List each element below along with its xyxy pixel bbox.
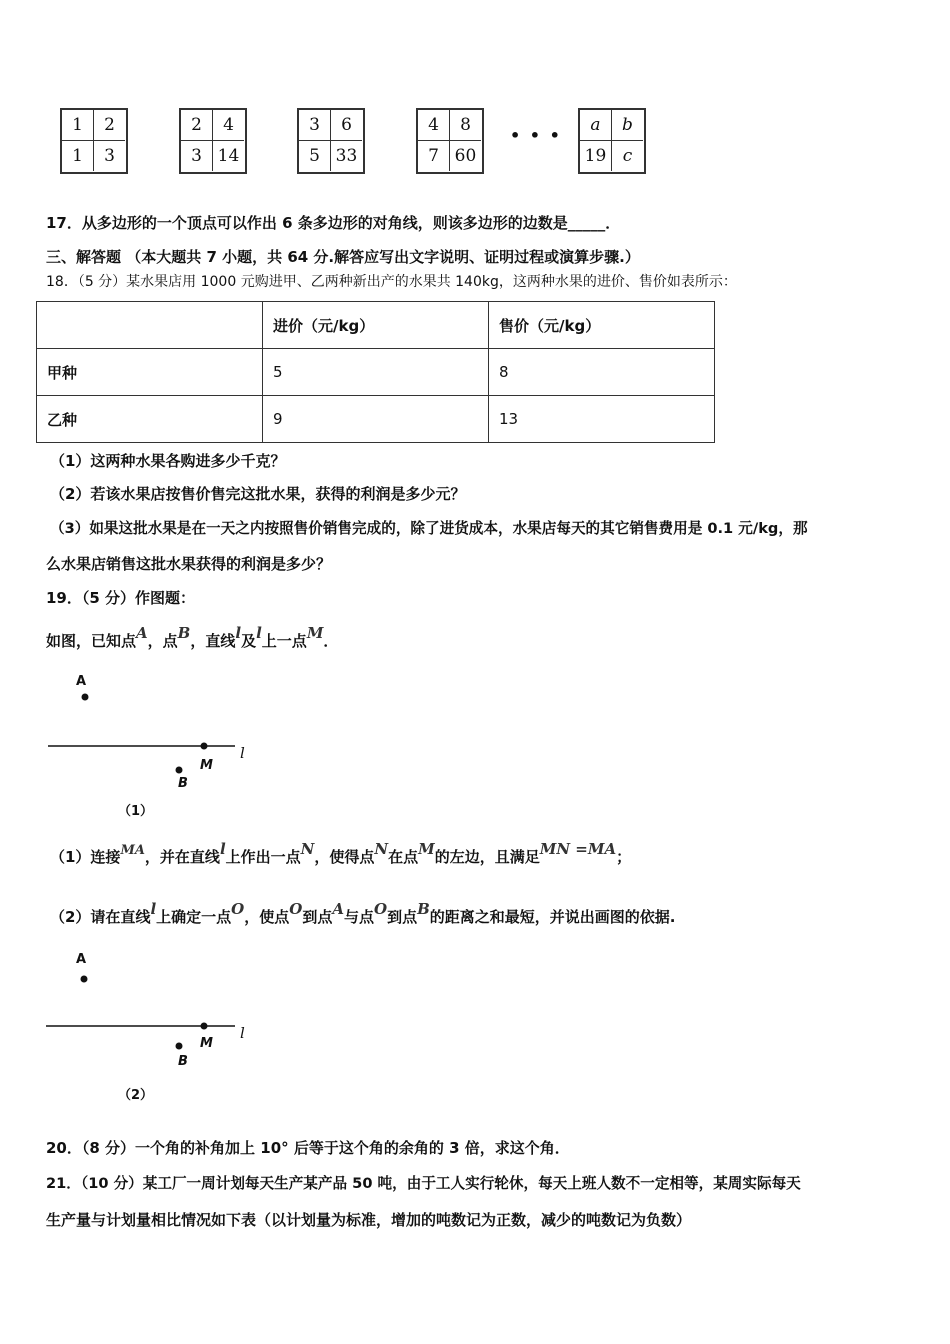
table-cell: 8 bbox=[489, 349, 715, 396]
number-grid-2 bbox=[179, 108, 247, 174]
text: 到点 bbox=[302, 908, 333, 926]
figure-caption: （2） bbox=[118, 1088, 154, 1103]
question-21-cont: 生产量与计划量相比情况如下表（以计划量为标准，增加的吨数记为正数，减少的吨数记为负数） bbox=[46, 1211, 692, 1229]
text: ； bbox=[616, 848, 632, 866]
figure-1-drawing bbox=[40, 670, 300, 830]
table-cell: 甲种 bbox=[37, 349, 263, 396]
label-l: l bbox=[240, 1024, 245, 1042]
table-cell: 9 bbox=[263, 396, 489, 443]
figure-2 bbox=[40, 950, 300, 1110]
point-b bbox=[176, 1043, 183, 1050]
point-n-label: N bbox=[300, 840, 315, 858]
figure-caption: （1） bbox=[118, 804, 154, 819]
grid-cell: 3 bbox=[104, 146, 115, 166]
grid-cell: 2 bbox=[181, 110, 213, 141]
point-a bbox=[81, 976, 88, 983]
grid-cell: 4 bbox=[213, 110, 244, 141]
question-19-part-2 bbox=[50, 900, 676, 927]
question-19-description bbox=[46, 624, 339, 651]
text: 到点 bbox=[387, 908, 418, 926]
point-b-label: B bbox=[177, 624, 191, 642]
question-18: 18．（5 分）某水果店用 1000 元购进甲、乙两种新出产的水果共 140kg，这两种水果的进价、售价如表所示： bbox=[46, 274, 737, 290]
point-a-label: A bbox=[332, 900, 344, 918]
text: ，点 bbox=[147, 632, 178, 650]
question-18-part-2: （2）若该水果店按售价售完这批水果，获得的利润是多少元？ bbox=[50, 485, 466, 503]
text: 如图，已知点 bbox=[46, 632, 137, 650]
text: 在点 bbox=[388, 848, 419, 866]
grid-cell: 19 bbox=[580, 141, 612, 171]
question-18-part-3-cont: 么水果店销售这批水果获得的利润是多少？ bbox=[46, 555, 332, 573]
table-row bbox=[37, 302, 715, 349]
line-l-label: l bbox=[219, 840, 226, 858]
grid-cell: 3 bbox=[299, 110, 331, 141]
grid-cell: 7 bbox=[418, 141, 450, 171]
table-header-cell: 售价（元/kg） bbox=[489, 302, 715, 349]
grid-cell: 5 bbox=[299, 141, 331, 171]
text: 的左边，且满足 bbox=[434, 848, 540, 866]
text: 上确定一点 bbox=[156, 908, 232, 926]
table-header-cell: 进价（元/kg） bbox=[263, 302, 489, 349]
segment-ma-label: MA bbox=[120, 843, 145, 858]
grid-cell: 3 bbox=[181, 141, 213, 171]
question-19: 19．（5 分）作图题： bbox=[46, 589, 196, 607]
grid-cell: 8 bbox=[450, 110, 481, 141]
table-cell: 5 bbox=[263, 349, 489, 396]
grid-cell: 33 bbox=[335, 146, 358, 166]
number-grid-5 bbox=[578, 108, 646, 174]
label-a: A bbox=[76, 952, 87, 967]
text: 上一点 bbox=[261, 632, 307, 650]
grid-cell: 14 bbox=[217, 146, 240, 166]
point-b bbox=[176, 767, 183, 774]
point-n-label: N bbox=[374, 840, 389, 858]
text: 及 bbox=[241, 632, 257, 650]
grid-cell: 60 bbox=[454, 146, 477, 166]
equation-label: MN =MA bbox=[539, 840, 617, 858]
text: （2）请在直线 bbox=[50, 908, 151, 926]
table-cell: 13 bbox=[489, 396, 715, 443]
table-cell: 乙种 bbox=[37, 396, 263, 443]
text: 上作出一点 bbox=[225, 848, 301, 866]
text: ． bbox=[323, 632, 339, 650]
line-l-label: l bbox=[235, 624, 242, 642]
price-table bbox=[36, 301, 715, 443]
grid-cell: 2 bbox=[94, 110, 125, 141]
figure-1 bbox=[40, 670, 300, 830]
question-18-part-1: （1）这两种水果各购进多少千克？ bbox=[50, 452, 286, 470]
point-m bbox=[201, 1023, 208, 1030]
grid-cell: 4 bbox=[418, 110, 450, 141]
text: （1）连接 bbox=[50, 848, 121, 866]
label-m: M bbox=[200, 1036, 213, 1051]
figure-2-drawing bbox=[40, 950, 300, 1110]
grid-cell: 1 bbox=[62, 110, 94, 141]
text: ，使得点 bbox=[314, 848, 375, 866]
text: ，使点 bbox=[244, 908, 290, 926]
ellipsis: • • • bbox=[510, 126, 562, 145]
line-l-label: l bbox=[150, 900, 157, 918]
grid-cell: c bbox=[622, 146, 633, 166]
number-grid-3 bbox=[297, 108, 365, 174]
label-b: B bbox=[178, 1054, 188, 1069]
question-18-part-3: （3）如果这批水果是在一天之内按照售价销售完成的，除了进货成本，水果店每天的其它销售费用是 0.1 元/kg，那 bbox=[50, 520, 808, 537]
point-a-label: A bbox=[136, 624, 148, 642]
label-l: l bbox=[240, 744, 245, 762]
number-grid-1 bbox=[60, 108, 128, 174]
question-19-part-1 bbox=[50, 840, 632, 867]
grid-cell: a bbox=[580, 110, 612, 141]
point-m bbox=[201, 743, 208, 750]
label-b: B bbox=[178, 776, 188, 791]
line-l-label: l bbox=[256, 624, 262, 642]
point-b-label: B bbox=[417, 900, 430, 918]
point-a bbox=[82, 694, 89, 701]
point-m-label: M bbox=[306, 624, 324, 642]
label-m: M bbox=[200, 758, 213, 773]
table-cell bbox=[37, 302, 263, 349]
text: 的距离之和最短，并说出画图的依据. bbox=[429, 908, 676, 926]
question-17: 17．从多边形的一个顶点可以作出 6 条多边形的对角线，则该多边形的边数是_____． bbox=[46, 214, 621, 232]
question-21: 21．（10 分）某工厂一周计划每天生产某产品 50 吨，由于工人实行轮休，每天上班人数不一定相等，某周实际每天 bbox=[46, 1175, 801, 1192]
text: 与点 bbox=[344, 908, 375, 926]
grid-cell: b bbox=[612, 110, 643, 141]
number-grid-4 bbox=[416, 108, 484, 174]
grid-cell: 6 bbox=[331, 110, 362, 141]
label-a: A bbox=[76, 674, 87, 689]
point-m-label: M bbox=[418, 840, 435, 858]
grid-cell: 1 bbox=[62, 141, 94, 171]
section-heading: 三、解答题 （本大题共 7 小题，共 64 分.解答应写出文字说明、证明过程或演算步骤.） bbox=[46, 248, 640, 266]
text: ，直线 bbox=[190, 632, 236, 650]
table-row bbox=[37, 396, 715, 443]
question-20: 20．（8 分）一个角的补角加上 10° 后等于这个角的余角的 3 倍，求这个角． bbox=[46, 1139, 570, 1157]
text: ，并在直线 bbox=[144, 848, 220, 866]
point-o-label: O bbox=[374, 900, 388, 918]
point-o-label: O bbox=[231, 900, 245, 918]
table-row bbox=[37, 349, 715, 396]
point-o-label: O bbox=[289, 900, 303, 918]
